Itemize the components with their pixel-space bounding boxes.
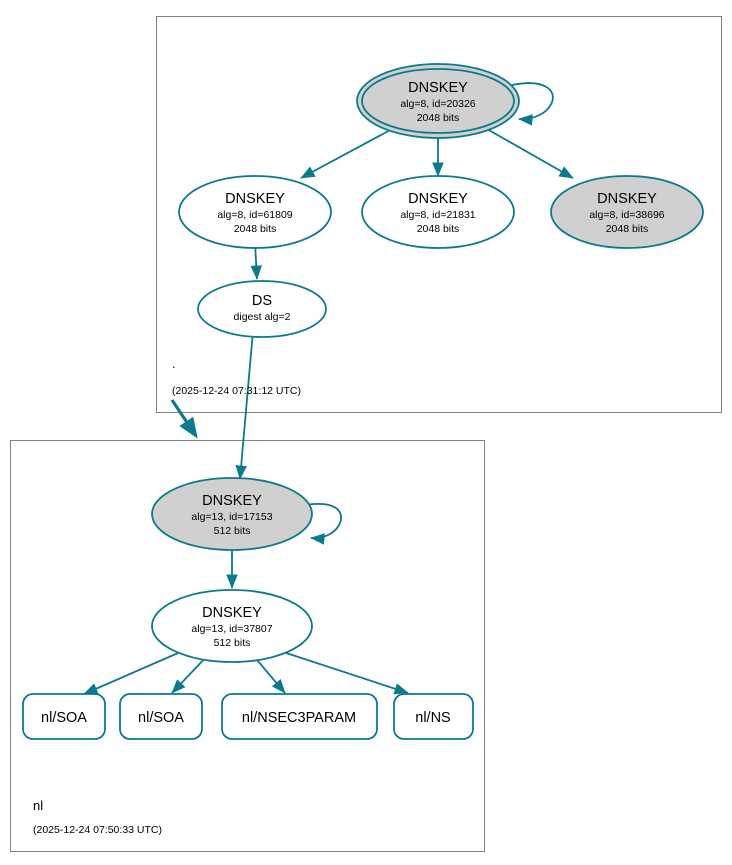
node-line1: DS bbox=[251, 293, 273, 309]
node-rrset-nsec3param[interactable] bbox=[222, 694, 377, 739]
node-line2: alg=8, id=38696 bbox=[589, 209, 665, 221]
edge-root-zone-to-nl-zone bbox=[172, 400, 196, 436]
node-line1: nl/SOA bbox=[138, 710, 184, 726]
node-line3: 2048 bits bbox=[605, 223, 649, 235]
node-rrset-soa-1[interactable] bbox=[23, 694, 105, 739]
node-line3: 2048 bits bbox=[233, 223, 277, 235]
node-line3: 512 bits bbox=[213, 637, 251, 649]
node-line1: nl/NSEC3PARAM bbox=[241, 710, 357, 726]
node-ds[interactable] bbox=[198, 281, 326, 337]
edge-ksk20326-to-zsk38696 bbox=[487, 129, 573, 178]
node-line1: DNSKEY bbox=[597, 191, 657, 207]
node-line2: digest alg=2 bbox=[233, 311, 291, 323]
node-dnskey-38696[interactable] bbox=[551, 176, 703, 248]
zone-timestamp-root: (2025-12-24 07:31:12 UTC) bbox=[172, 385, 301, 397]
node-rrset-ns[interactable] bbox=[394, 694, 473, 739]
node-line3: 2048 bits bbox=[416, 112, 460, 124]
node-line1: DNSKEY bbox=[408, 191, 468, 207]
node-line2: alg=13, id=37807 bbox=[191, 623, 273, 635]
node-line1: nl/NS bbox=[415, 710, 451, 726]
node-line1: nl/SOA bbox=[41, 710, 87, 726]
node-dnskey-61809[interactable] bbox=[179, 176, 331, 248]
node-line1: DNSKEY bbox=[202, 605, 262, 621]
node-line1: DNSKEY bbox=[202, 493, 262, 509]
zone-label-root: . bbox=[172, 356, 176, 371]
node-line2: alg=13, id=17153 bbox=[191, 511, 273, 523]
node-dnskey-17153[interactable] bbox=[152, 478, 312, 550]
zone-label-nl: nl bbox=[33, 798, 44, 813]
node-dnskey-20326[interactable] bbox=[357, 64, 519, 138]
edge-zsk37807-to-ns bbox=[277, 650, 408, 693]
zone-timestamp-nl: (2025-12-24 07:50:33 UTC) bbox=[33, 824, 162, 836]
node-line2: alg=8, id=21831 bbox=[400, 209, 476, 221]
node-line3: 512 bits bbox=[213, 525, 251, 537]
node-line1: DNSKEY bbox=[225, 191, 285, 207]
node-line2: alg=8, id=61809 bbox=[217, 209, 293, 221]
node-rrset-soa-2[interactable] bbox=[120, 694, 202, 739]
node-line2: alg=8, id=20326 bbox=[400, 98, 476, 110]
edge-zsk37807-to-soa1 bbox=[84, 650, 185, 694]
node-line1: DNSKEY bbox=[408, 80, 468, 96]
node-line3: 2048 bits bbox=[416, 223, 460, 235]
node-dnskey-21831[interactable] bbox=[362, 176, 514, 248]
edge-ds-to-ksk17153 bbox=[240, 331, 253, 479]
node-dnskey-37807[interactable] bbox=[152, 590, 312, 662]
edge-ksk20326-to-zsk61809 bbox=[301, 128, 394, 178]
